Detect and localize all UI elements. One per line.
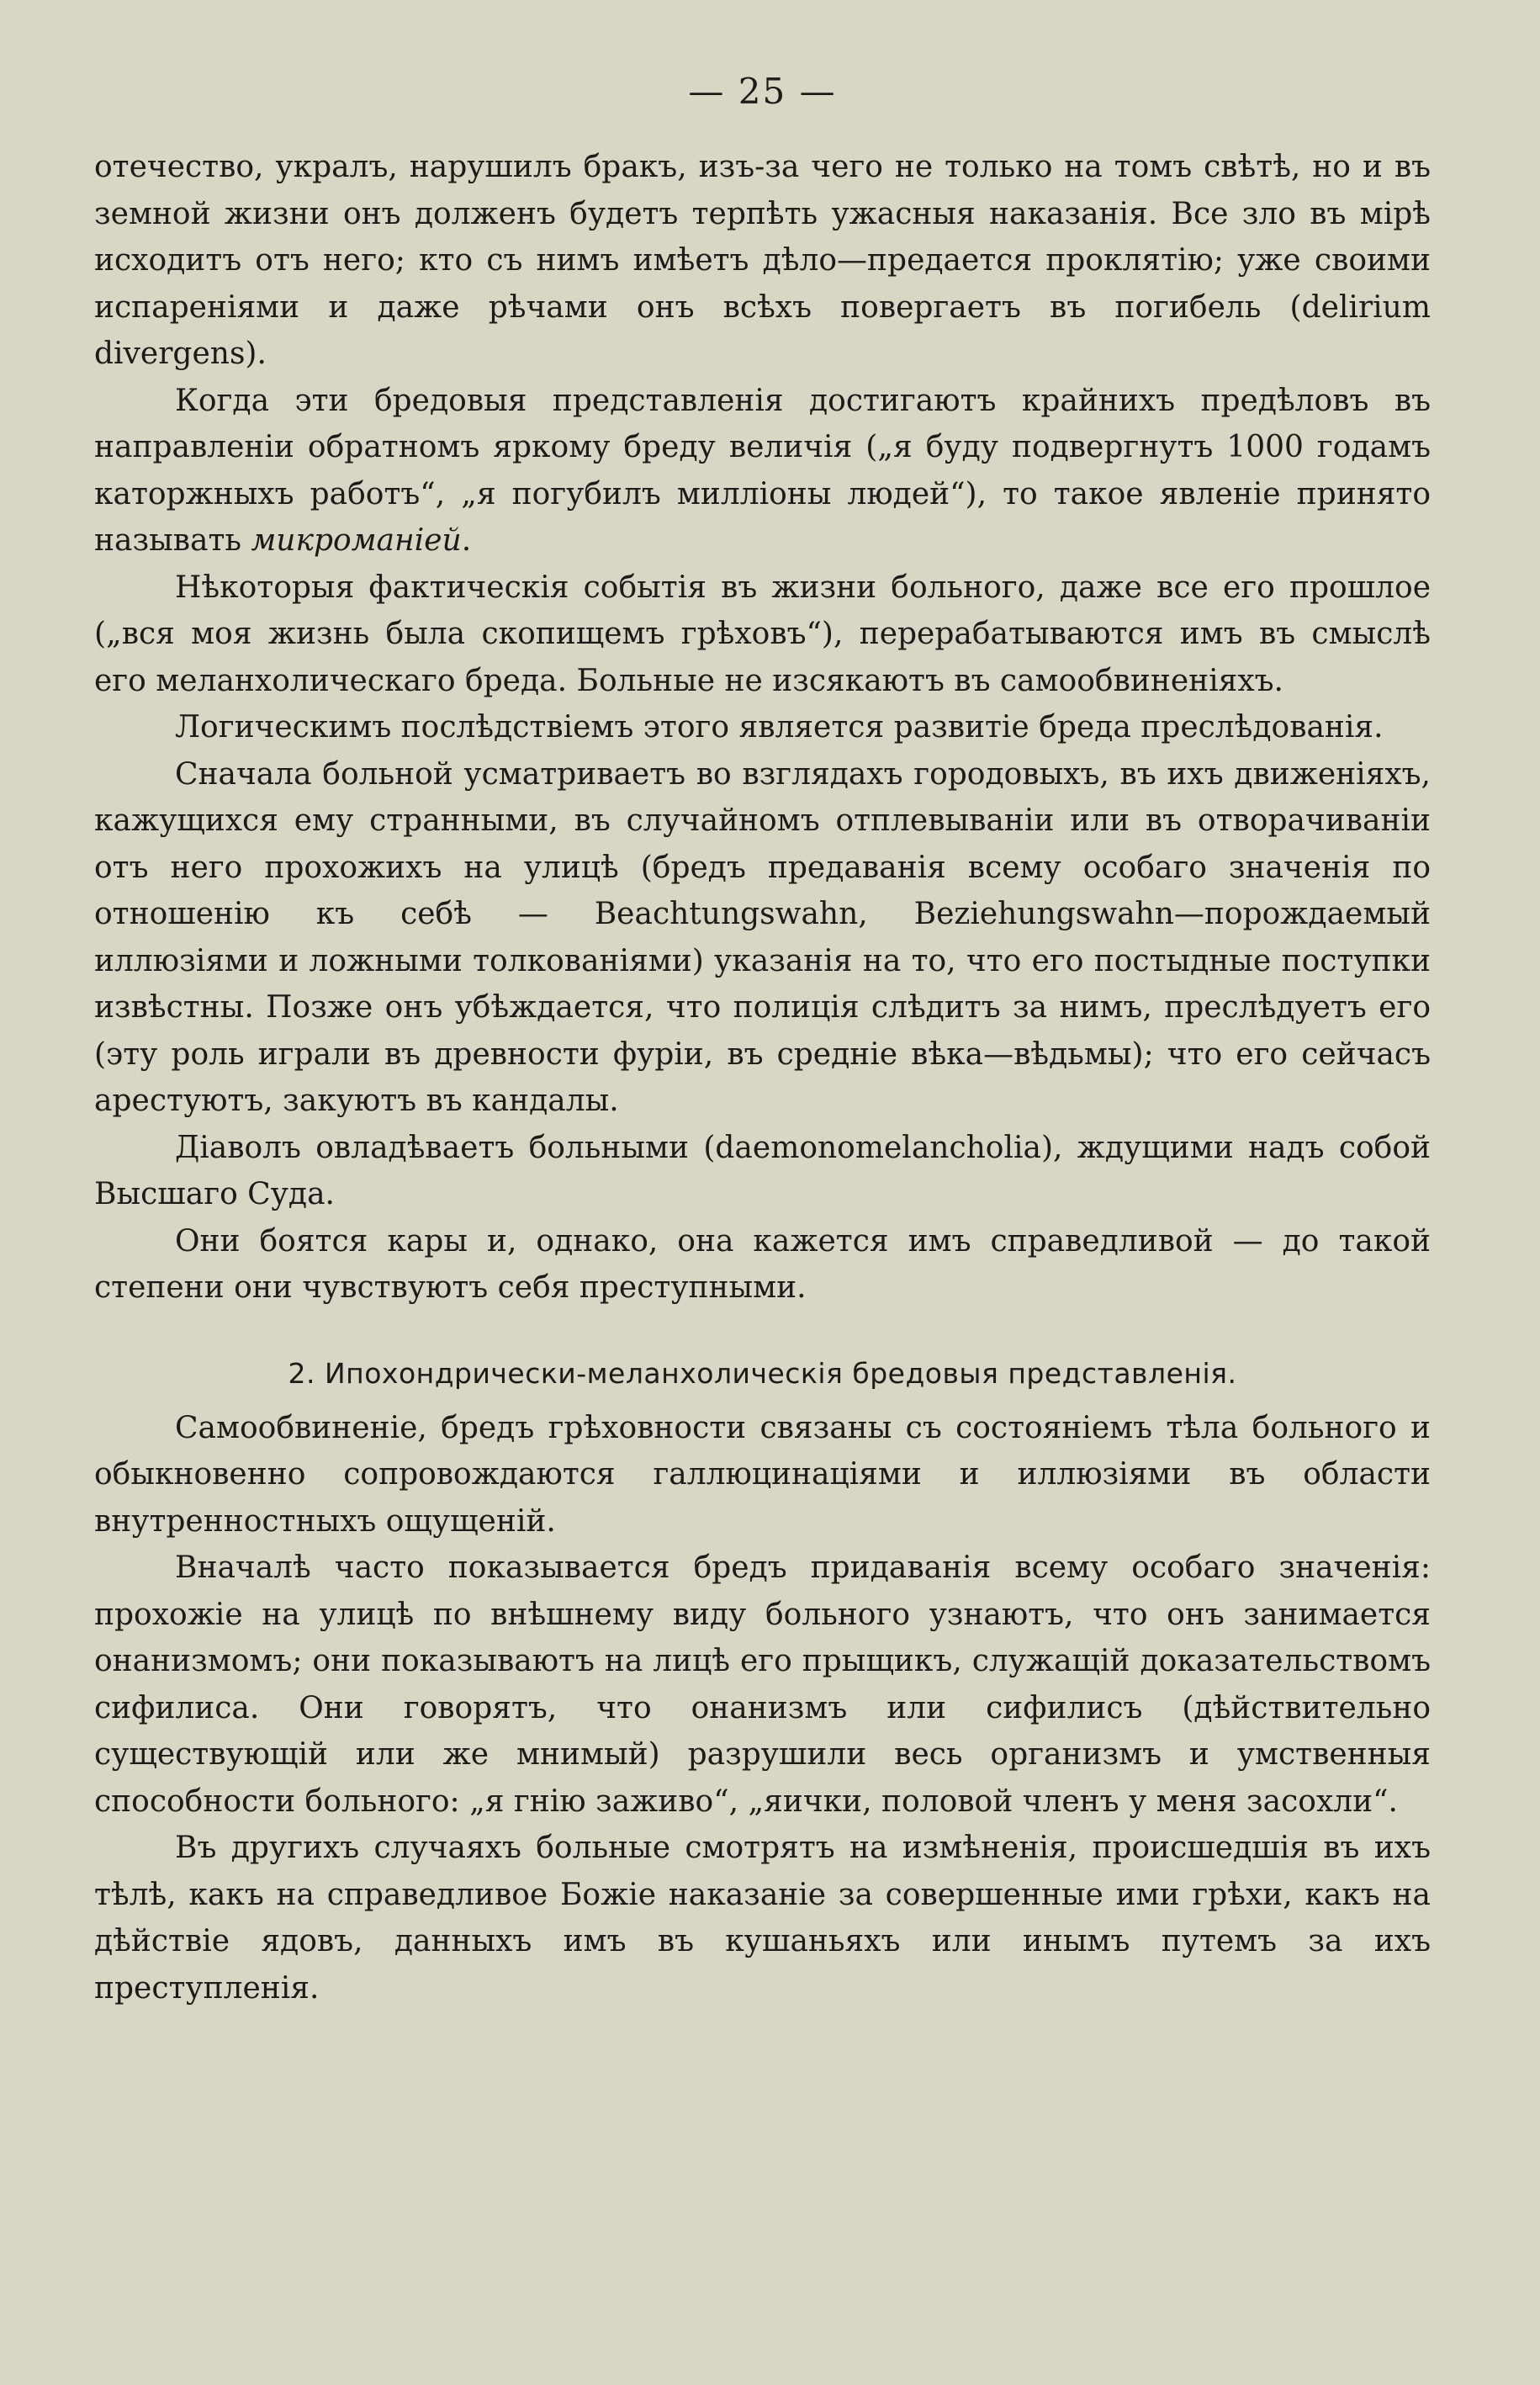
paragraph: Діаволъ овладѣваетъ больными (daemonomelancholia), ждущими надъ собой Высшаго Суда.	[94, 1130, 1431, 1211]
paragraph: Вначалѣ часто показывается бредъ придаванія всему особаго значенія: прохожіе на улицѣ по внѣшнему виду больного узнаютъ, что онъ занимается онанизмомъ; они показываютъ на лицѣ его прыщикъ, служащій доказательствомъ сифилиса. Они говорятъ, что онанизмъ или сифилисъ (дѣйствительно существующій или же мнимый) разрушили весь организмъ и умственныя способности больного: „я гнію заживо“, „яички, половой членъ у меня засохли“.	[94, 1550, 1431, 1819]
body-text-after-heading	[94, 1405, 1431, 2012]
paragraph: Они боятся кары и, однако, она кажется имъ справедливой — до такой степени они чувствуютъ себя преступными.	[94, 1223, 1431, 1305]
italic-term: микроманiей	[251, 523, 462, 558]
paragraph: Сначала больной усматриваетъ во взглядахъ городовыхъ, въ ихъ движеніяхъ, кажущихся ему странными, въ случайномъ отплевываніи или въ отворачиваніи отъ него прохожихъ на улицѣ (бредъ предаванія всему особаго значенія по отношенію къ себѣ — Beachtungswahn, Beziehungswahn—порождаемый иллюзіями и ложными толкованіями) указанія на то, что его постыдные поступки извѣстны. Позже онъ убѣждается, что полиція слѣдитъ за нимъ, преслѣдуетъ его (эту роль играли въ древности фуріи, въ средніе вѣка—вѣдьмы); что его сейчасъ арестуютъ, закуютъ въ кандалы.	[94, 756, 1431, 1118]
paragraph: Въ другихъ случаяхъ больные смотрятъ на измѣненія, происшедшія въ ихъ тѣлѣ, какъ на справедливое Божіе наказаніе за совершенные ими грѣхи, какъ на дѣйствіе ядовъ, данныхъ имъ въ кушаньяхъ или инымъ путемъ за ихъ преступленія.	[94, 1831, 1431, 2006]
paragraph: Самообвиненіе, бредъ грѣховности связаны съ состояніемъ тѣла больного и обыкновенно сопровождаются галлюцинаціями и иллюзіями въ области внутренностныхъ ощущеній.	[94, 1410, 1431, 1539]
section-heading: 2. Ипохондрически-меланхолическія бредовыя представленія.	[288, 1356, 1237, 1390]
page-number: — 25 —	[688, 71, 837, 112]
paragraph-micromania	[94, 378, 1431, 564]
body-text-before-heading	[94, 144, 1431, 1312]
paragraph-text: Когда эти бредовыя представленія достигаютъ крайнихъ предѣловъ въ направленіи обратномъ яркому бреду величія („я буду подвергнутъ 1000 годамъ каторжныхъ работъ“, „я погубилъ милліоны людей“), то такое явленіе принято называть	[94, 383, 1431, 558]
paragraph-text: .	[461, 523, 472, 558]
paragraph: Логическимъ послѣдствіемъ этого является развитіе бреда преслѣдованія.	[175, 710, 1384, 745]
paragraph: отечество, укралъ, нарушилъ бракъ, изъ-за чего не только на томъ свѣтѣ, но и въ земной жизни онъ долженъ будетъ терпѣть ужасныя наказанія. Все зло въ мірѣ исходитъ отъ него; кто съ нимъ имѣетъ дѣло—предается проклятію; уже своими испареніями и даже рѣчами онъ всѣхъ повергаетъ въ погибель (delirium divergens).	[94, 150, 1431, 371]
paragraph: Нѣкоторыя фактическія событія въ жизни больного, даже все его прошлое („вся моя жизнь была скопищемъ грѣховъ“), перерабатываются имъ въ смыслѣ его меланхолическаго бреда. Больные не изсякаютъ въ самообвиненіяхъ.	[94, 570, 1431, 698]
